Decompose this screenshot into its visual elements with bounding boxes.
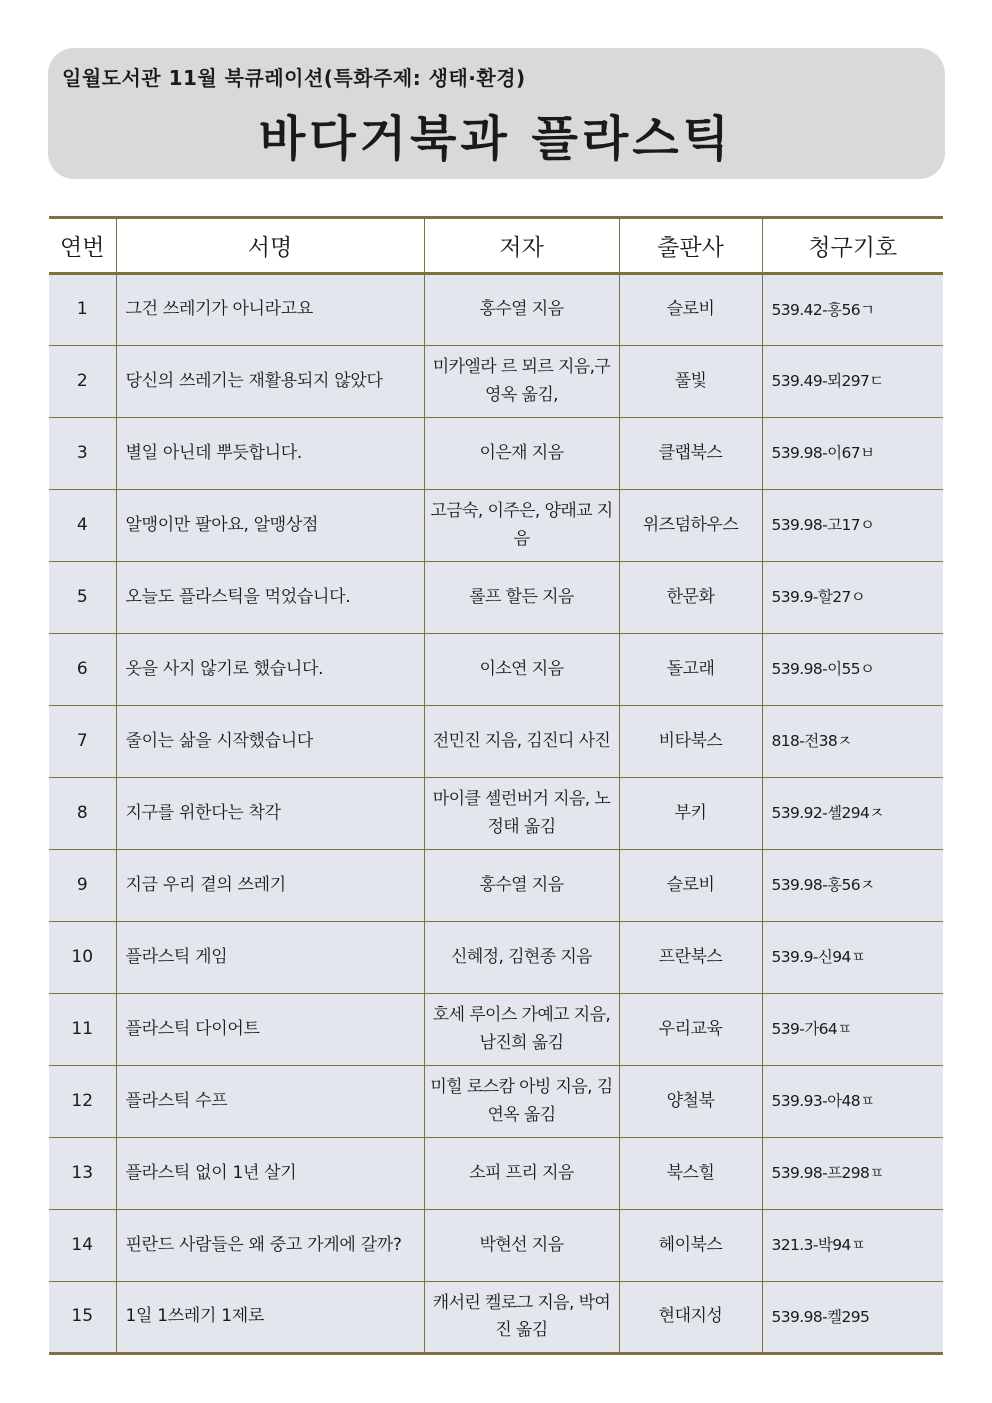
cell-call-number: 539.98-고17ㅇ [762, 490, 943, 562]
cell-author: 이은재 지음 [424, 418, 619, 490]
column-header-number: 연번 [49, 218, 116, 274]
cell-call-number: 818-전38ㅈ [762, 706, 943, 778]
cell-number: 13 [49, 1138, 116, 1210]
cell-publisher: 풀빛 [619, 346, 762, 418]
table-row [49, 274, 943, 346]
cell-call-number: 539.98-켈295 [762, 1282, 943, 1354]
column-header-author: 저자 [424, 218, 619, 274]
cell-title: 줄이는 삶을 시작했습니다 [116, 706, 424, 778]
cell-title: 별일 아닌데 뿌듯합니다. [116, 418, 424, 490]
cell-title: 오늘도 플라스틱을 먹었습니다. [116, 562, 424, 634]
table-row [49, 850, 943, 922]
cell-title: 지금 우리 곁의 쓰레기 [116, 850, 424, 922]
cell-author: 미카엘라 르 뫼르 지음,구영옥 옮김, [424, 346, 619, 418]
cell-author: 롤프 할든 지음 [424, 562, 619, 634]
page-title: 바다거북과 플라스틱 [258, 111, 734, 167]
cell-author: 소피 프리 지음 [424, 1138, 619, 1210]
cell-title: 지구를 위한다는 착각 [116, 778, 424, 850]
cell-call-number: 539.9-할27ㅇ [762, 562, 943, 634]
table-row [49, 994, 943, 1066]
cell-number: 2 [49, 346, 116, 418]
cell-publisher: 비타북스 [619, 706, 762, 778]
cell-title: 플라스틱 게임 [116, 922, 424, 994]
cell-number: 7 [49, 706, 116, 778]
table-header-row [49, 218, 943, 274]
cell-author: 홍수열 지음 [424, 274, 619, 346]
cell-author: 신혜정, 김현종 지음 [424, 922, 619, 994]
table-row [49, 634, 943, 706]
cell-title: 당신의 쓰레기는 재활용되지 않았다 [116, 346, 424, 418]
cell-publisher: 클랩북스 [619, 418, 762, 490]
cell-title: 1일 1쓰레기 1제로 [116, 1282, 424, 1354]
cell-number: 8 [49, 778, 116, 850]
cell-title: 플라스틱 없이 1년 살기 [116, 1138, 424, 1210]
page-subtitle: 일월도서관 11월 북큐레이션(특화주제: 생태·환경) [62, 66, 526, 90]
cell-publisher: 돌고래 [619, 634, 762, 706]
cell-author: 미힐 로스캄 아빙 지음, 김연옥 옮김 [424, 1066, 619, 1138]
cell-author: 마이클 셸런버거 지음, 노정태 옮김 [424, 778, 619, 850]
cell-publisher: 위즈덤하우스 [619, 490, 762, 562]
cell-call-number: 539-가64ㅍ [762, 994, 943, 1066]
cell-call-number: 539.9-신94ㅍ [762, 922, 943, 994]
column-header-title: 서명 [116, 218, 424, 274]
cell-call-number: 539.49-뫼297ㄷ [762, 346, 943, 418]
cell-author: 고금숙, 이주은, 양래교 지음 [424, 490, 619, 562]
cell-title: 핀란드 사람들은 왜 중고 가게에 갈까? [116, 1210, 424, 1282]
table-row [49, 1066, 943, 1138]
cell-publisher: 현대지성 [619, 1282, 762, 1354]
cell-number: 9 [49, 850, 116, 922]
cell-publisher: 슬로비 [619, 850, 762, 922]
cell-call-number: 539.93-아48ㅍ [762, 1066, 943, 1138]
table-body [49, 274, 943, 1354]
cell-author: 홍수열 지음 [424, 850, 619, 922]
cell-number: 12 [49, 1066, 116, 1138]
table-row [49, 706, 943, 778]
cell-author: 전민진 지음, 김진디 사진 [424, 706, 619, 778]
cell-title: 그건 쓰레기가 아니라고요 [116, 274, 424, 346]
cell-number: 1 [49, 274, 116, 346]
cell-call-number: 539.98-홍56ㅈ [762, 850, 943, 922]
cell-publisher: 부키 [619, 778, 762, 850]
cell-publisher: 슬로비 [619, 274, 762, 346]
cell-title: 플라스틱 다이어트 [116, 994, 424, 1066]
table-row [49, 778, 943, 850]
table-row [49, 418, 943, 490]
table-row [49, 1138, 943, 1210]
cell-publisher: 한문화 [619, 562, 762, 634]
book-list-table [49, 216, 943, 1355]
table-row [49, 490, 943, 562]
cell-author: 박현선 지음 [424, 1210, 619, 1282]
cell-number: 6 [49, 634, 116, 706]
cell-author: 캐서린 켈로그 지음, 박여진 옮김 [424, 1282, 619, 1354]
cell-call-number: 539.42-홍56ㄱ [762, 274, 943, 346]
cell-call-number: 539.98-프298ㅍ [762, 1138, 943, 1210]
cell-call-number: 539.92-셸294ㅈ [762, 778, 943, 850]
cell-call-number: 321.3-박94ㅍ [762, 1210, 943, 1282]
cell-publisher: 양철북 [619, 1066, 762, 1138]
cell-number: 14 [49, 1210, 116, 1282]
cell-call-number: 539.98-이67ㅂ [762, 418, 943, 490]
cell-title: 알맹이만 팔아요, 알맹상점 [116, 490, 424, 562]
cell-number: 4 [49, 490, 116, 562]
cell-author: 이소연 지음 [424, 634, 619, 706]
column-header-call-number: 청구기호 [762, 218, 943, 274]
cell-author: 호세 루이스 가예고 지음, 남진희 옮김 [424, 994, 619, 1066]
cell-title: 플라스틱 수프 [116, 1066, 424, 1138]
table-row [49, 1210, 943, 1282]
cell-publisher: 헤이북스 [619, 1210, 762, 1282]
table-row [49, 1282, 943, 1354]
table-row [49, 562, 943, 634]
table-row [49, 922, 943, 994]
cell-call-number: 539.98-이55ㅇ [762, 634, 943, 706]
table-row [49, 346, 943, 418]
cell-number: 11 [49, 994, 116, 1066]
cell-number: 10 [49, 922, 116, 994]
cell-number: 15 [49, 1282, 116, 1354]
cell-publisher: 우리교육 [619, 994, 762, 1066]
column-header-publisher: 출판사 [619, 218, 762, 274]
cell-publisher: 북스힐 [619, 1138, 762, 1210]
cell-publisher: 프란북스 [619, 922, 762, 994]
cell-number: 5 [49, 562, 116, 634]
cell-title: 옷을 사지 않기로 했습니다. [116, 634, 424, 706]
cell-number: 3 [49, 418, 116, 490]
